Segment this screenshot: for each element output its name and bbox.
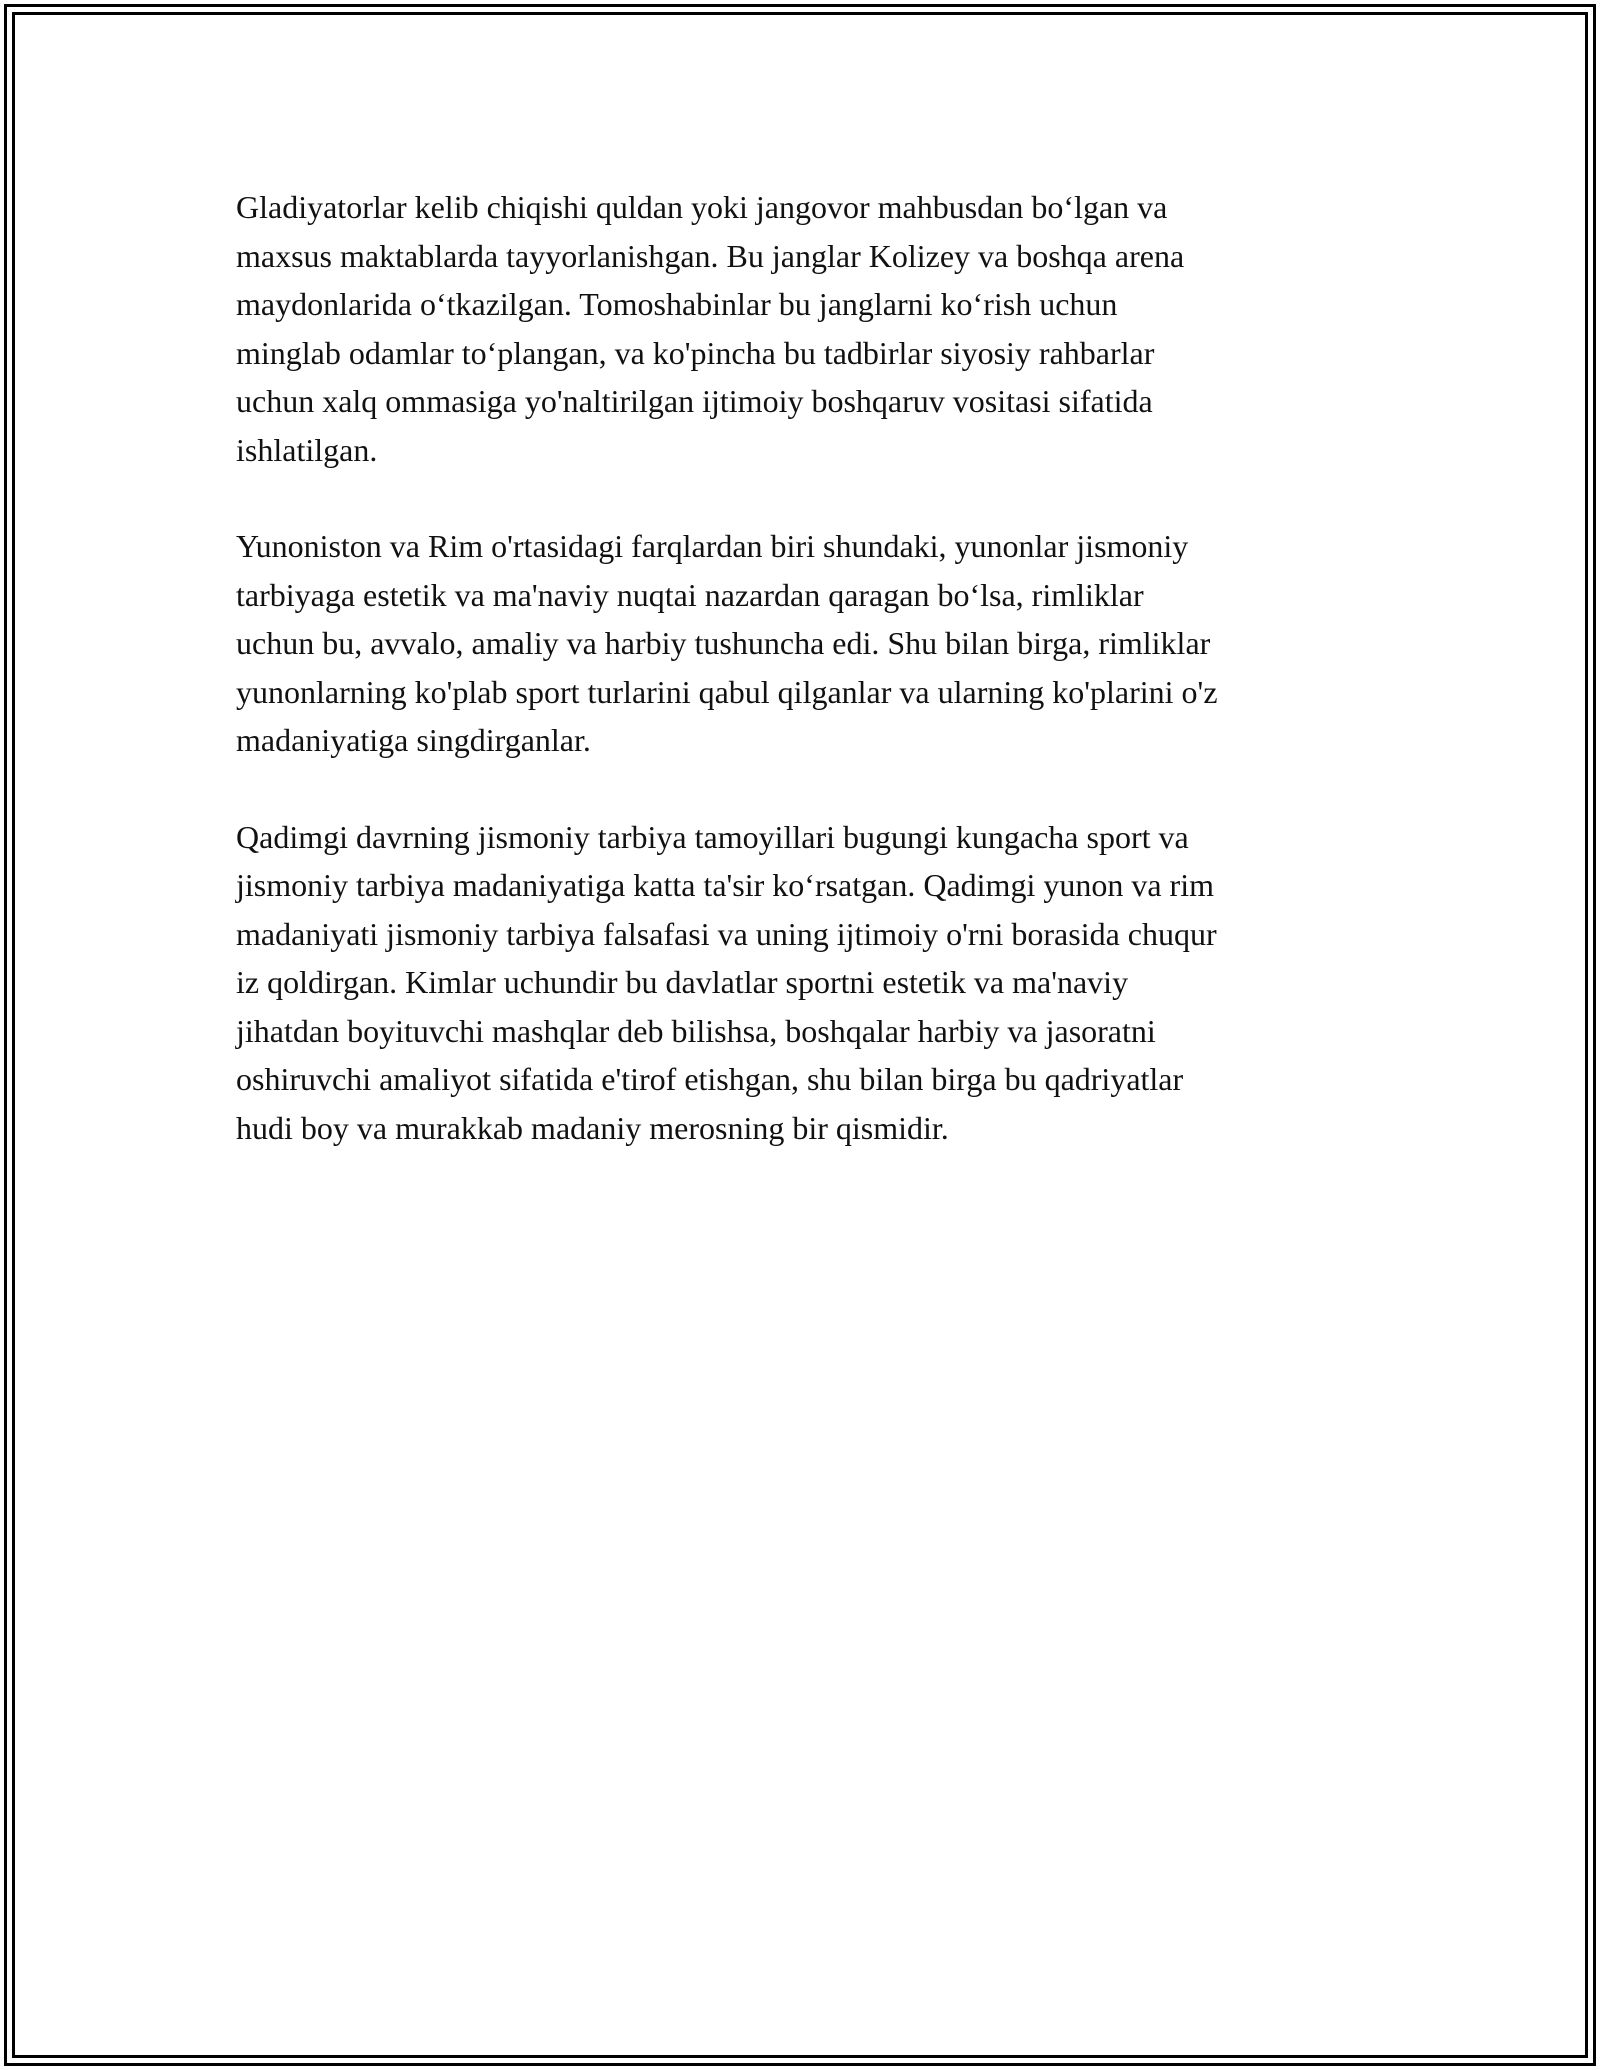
text-line: Gladiyatorlar kelib chiqishi quldan yoki jangovor mahbusdan bo‘lgan va xyxy=(236,189,1168,225)
document-body xyxy=(236,183,1366,1200)
text-line: Yunoniston va Rim o'rtasidagi farqlardan biri shundaki, yunonlar jismoniy xyxy=(236,528,1189,564)
text-line: hudi boy va murakkab madaniy merosning bir qismidir. xyxy=(236,1109,949,1146)
text-line: jismoniy tarbiya madaniyatiga katta ta'sir ko‘rsatgan. Qadimgi yunon va rim xyxy=(236,867,1214,903)
text-line: iz qoldirgan. Kimlar uchundir bu davlatlar sportni estetik va ma'naviy xyxy=(236,964,1129,1000)
text-line: jihatdan boyituvchi mashqlar deb bilishsa, boshqalar harbiy va jasoratni xyxy=(236,1012,1156,1049)
text-line: madaniyati jismoniy tarbiya falsafasi va uning ijtimoiy o'rni borasida chuqur xyxy=(236,915,1217,952)
text-line: oshiruvchi amaliyot sifatida e'tirof etishgan, shu bilan birga bu qadriyatlar xyxy=(236,1061,1184,1097)
text-line: maydonlarida o‘tkazilgan. Tomoshabinlar bu janglarni ko‘rish uchun xyxy=(236,286,1118,322)
text-line: maxsus maktablarda tayyorlanishgan. Bu janglar Kolizey va boshqa arena xyxy=(236,237,1185,274)
paragraph-gladiators xyxy=(236,183,1366,474)
paragraph-ancient-principles xyxy=(236,813,1366,1153)
text-line: yunonlarning ko'plab sport turlarini qabul qilganlar va ularning ko'plarini o'z xyxy=(236,673,1218,710)
text-line: madaniyatiga singdirganlar. xyxy=(236,722,591,758)
text-line: minglab odamlar to‘plangan, va ko'pincha bu tadbirlar siyosiy rahbarlar xyxy=(236,334,1155,371)
text-line: uchun xalq ommasiga yo'naltirilgan ijtimoiy boshqaruv vositasi sifatida xyxy=(236,383,1153,419)
text-line: tarbiyaga estetik va ma'naviy nuqtai nazardan qaragan bo‘lsa, rimliklar xyxy=(236,576,1144,613)
paragraph-greece-rome xyxy=(236,522,1366,765)
text-line: ishlatilgan. xyxy=(236,431,378,468)
text-line: uchun bu, avvalo, amaliy va harbiy tushuncha edi. Shu bilan birga, rimliklar xyxy=(236,625,1211,661)
text-line: Qadimgi davrning jismoniy tarbiya tamoyillari bugungi kungacha sport va xyxy=(236,818,1189,855)
